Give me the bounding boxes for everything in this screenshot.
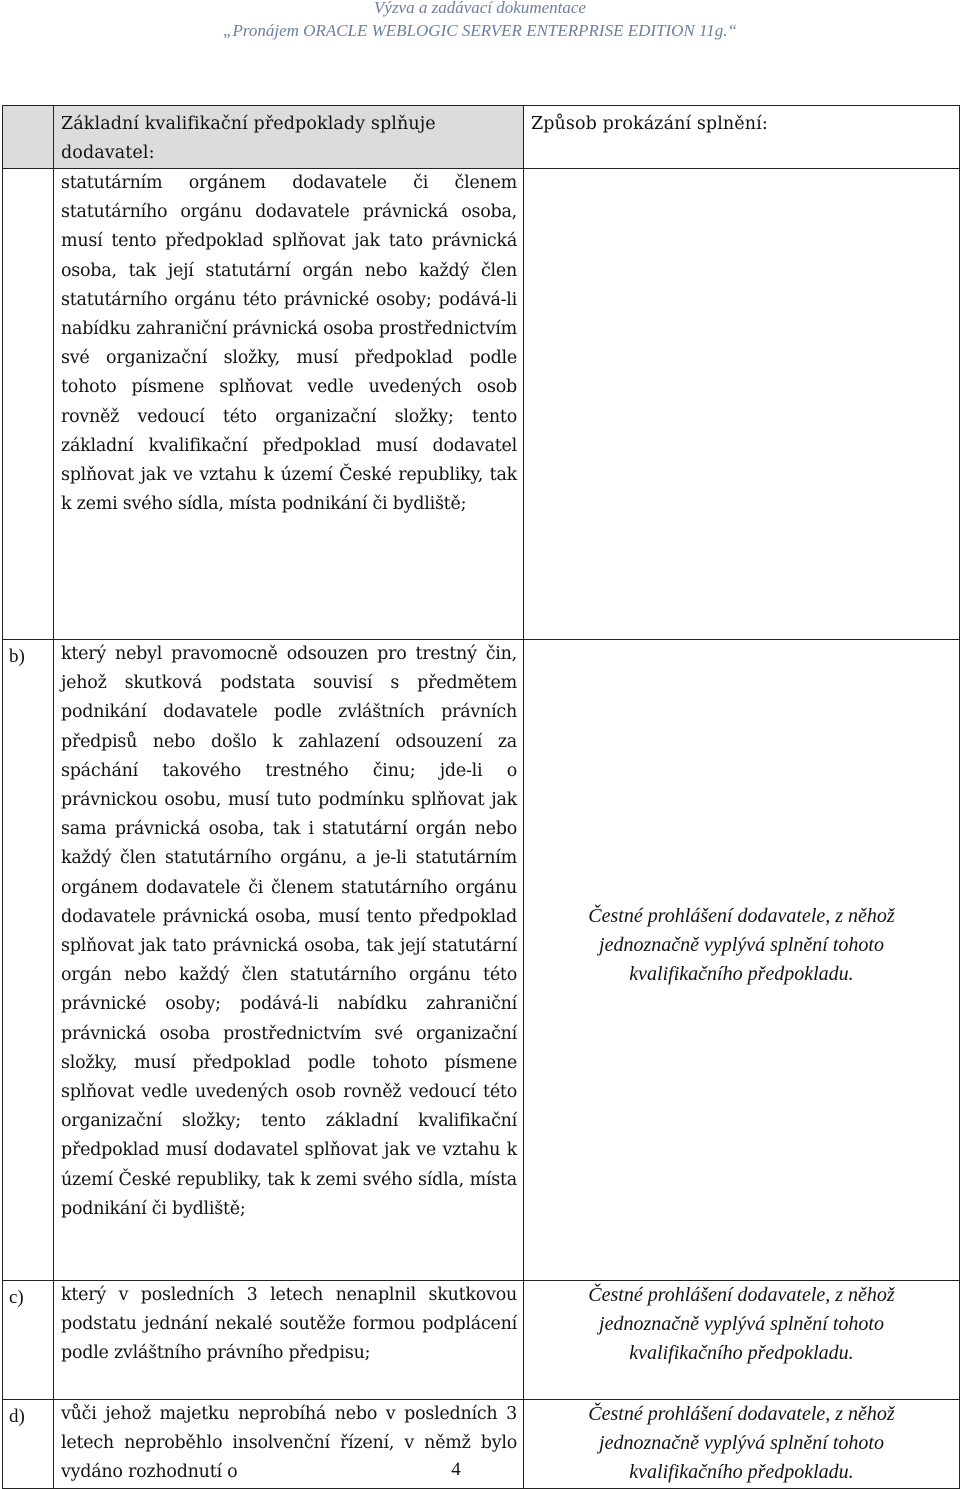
row-text-cell [54,640,524,1281]
row-text: který nebyl pravomocně odsouzen pro trestný čin, jehož skutková podstata souvisí s předmětem podnikání dodavatele podle zvláštních právních předpisů nebo došlo k zahlazení odsouzení za spáchání takového trestného činu; jde-li o právnickou osobu, musí tuto podmínku splňovat jak sama právnická osoba, tak i statutární orgán nebo každý člen statutárního orgánu, a je-li statutárním orgánem dodavatele či členem statutárního orgánu dodavatele právnická osoba, musí tento předpoklad splňovat jak tato právnická osoba, tak její statutární orgán nebo každý člen statutárního orgánu této právnické osoby; podává-li nabídku zahraniční právnická osoba prostřednictvím své organizační složky, musí předpoklad podle tohoto písmene splňovat vedle uvedených osob rovněž vedoucí této organizační složky; tento základní kvalifikační předpoklad musí dodavatel splňovat jak ve vztahu k území České republiky, tak k zemi svého sídla, místa podnikání či bydliště; [61,644,517,1219]
header-right-label: Způsob prokázání splnění: [531,114,768,134]
row-text: vůči jehož majetku neprobíhá nebo v posledních 3 letech neproběhlo insolvenční řízení, v němž bylo vydáno rozhodnutí o [61,1404,517,1483]
header-right-cell [524,106,960,169]
row-letter: d) [9,1406,25,1427]
row-proof: Čestné prohlášení dodavatele, z něhož jednoznačně vyplývá splnění tohoto kvalifikačního předpokladu. [588,1403,895,1483]
row-text-cell [54,1281,524,1400]
row-proof-cell [524,640,960,1281]
header-left-label: Základní kvalifikační předpoklady splňuje dodavatel: [61,114,436,163]
row-text-cell [54,169,524,640]
row-proof-cell [524,1281,960,1400]
table-header-row [3,106,960,169]
row-letter-cell [3,169,54,640]
page-number: 4 [451,1459,461,1480]
row-proof-cell [524,169,960,640]
row-letter-cell [3,1281,54,1400]
row-proof: Čestné prohlášení dodavatele, z něhož jednoznačně vyplývá splnění tohoto kvalifikačního předpokladu. [588,905,895,985]
row-text: statutárním orgánem dodavatele či členem statutárního orgánu dodavatele právnická osoba, musí tento předpoklad splňovat jak tato právnická osoba, tak její statutární orgán nebo každý člen statutárního orgánu této právnické osoby; podává-li nabídku zahraniční právnická osoba prostřednictvím své organizační složky, musí předpoklad podle tohoto písmene splňovat vedle uvedených osob rovněž vedoucí této organizační složky; tento základní kvalifikační předpoklad musí dodavatel splňovat jak ve vztahu k území České republiky, tak k zemi svého sídla, místa podnikání či bydliště; [61,173,517,515]
header-left-cell [54,106,524,169]
row-letter [3,169,53,171]
table-row [3,169,960,640]
table-row [3,1281,960,1400]
qualification-table [2,105,960,1489]
row-letter: c) [9,1287,24,1308]
row-letter: b) [9,646,25,667]
table-row [3,640,960,1281]
header-doc-title: Výzva a zadávací dokumentace [374,0,586,17]
header-doc-subject: „Pronájem ORACLE WEBLOGIC SERVER ENTERPRISE EDITION 11g.“ [223,21,737,40]
row-letter-cell [3,640,54,1281]
header-letter-cell [3,106,54,169]
row-text: který v posledních 3 letech nenaplnil skutkovou podstatu jednání nekalé soutěže formou podplácení podle zvláštního právního předpisu; [61,1285,517,1364]
row-proof: Čestné prohlášení dodavatele, z něhož jednoznačně vyplývá splnění tohoto kvalifikačního předpokladu. [588,1284,895,1364]
